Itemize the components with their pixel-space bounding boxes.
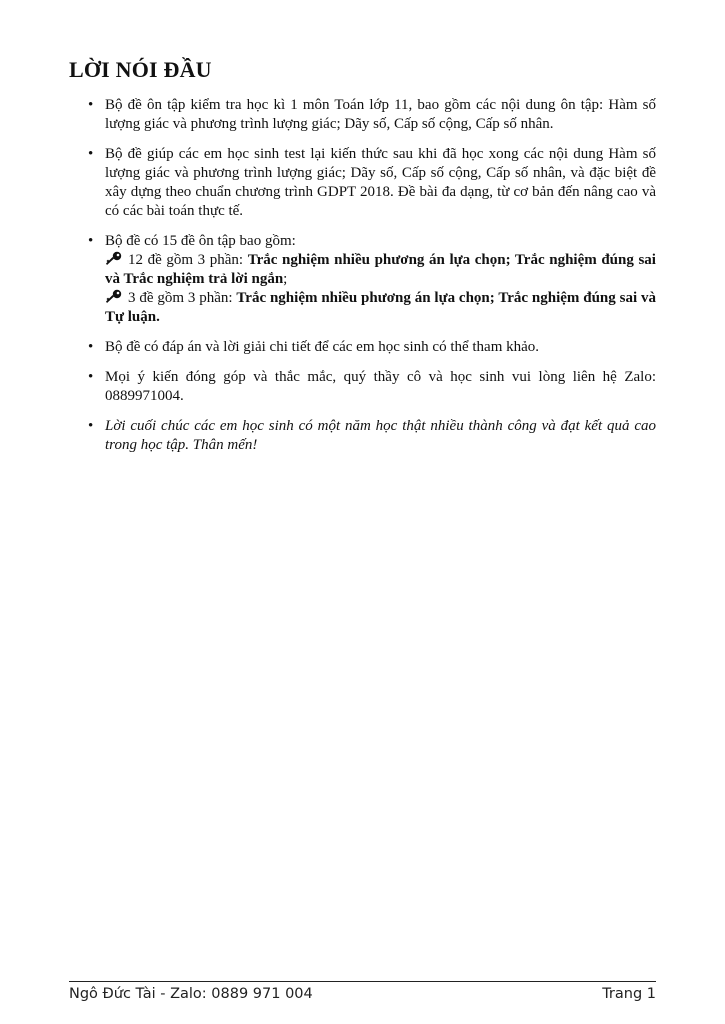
page-footer	[69, 986, 656, 1002]
list-item-text: Bộ đề có 15 đề ôn tập bao gồm:	[105, 233, 296, 249]
intro-bullet-list	[88, 96, 656, 466]
key-icon	[105, 251, 122, 266]
list-item	[88, 145, 656, 221]
sub-item-multiple-choice-short-answer	[105, 251, 656, 289]
bullet-marker: •	[88, 339, 94, 355]
bullet-marker: •	[88, 97, 94, 113]
list-item	[88, 96, 656, 134]
sub-item-multiple-choice-essay	[105, 289, 656, 327]
sub-item-prefix: 3 đề gồm 3 phần:	[128, 290, 237, 306]
list-item-text: Mọi ý kiến đóng góp và thắc mắc, quý thầy cô và học sinh vui lòng liên hệ Zalo: 0889971004.	[105, 369, 656, 404]
page-number: Trang 1	[602, 986, 656, 1002]
list-item	[88, 232, 656, 327]
list-item	[88, 368, 656, 406]
list-item-text: Bộ đề ôn tập kiểm tra học kì 1 môn Toán lớp 11, bao gồm các nội dung ôn tập: Hàm số lượng giác và phương trình lượng giác; Dãy số, Cấp số cộng, Cấp số nhân.	[105, 97, 656, 132]
bullet-marker: •	[88, 146, 94, 162]
list-item-text: Bộ đề có đáp án và lời giải chi tiết để các em học sinh có thể tham khảo.	[105, 339, 540, 355]
list-item-text: Bộ đề giúp các em học sinh test lại kiến thức sau khi đã học xong các nội dung Hàm số lượng giác và phương trình lượng giác; Dãy số, Cấp số cộng, Cấp số nhân, và đặc biệt đề xây dựng theo chuẩn chương trình GDPT 2018. Đề bài đa dạng, từ cơ bản đến nâng cao và có các bài toán thực tế.	[105, 146, 656, 219]
bullet-marker: •	[88, 369, 94, 385]
list-item	[88, 338, 656, 357]
bullet-marker: •	[88, 418, 94, 434]
footer-divider	[69, 981, 656, 982]
key-icon	[105, 289, 122, 304]
list-item	[88, 417, 656, 455]
page-heading: LỜI NÓI ĐẦU	[69, 57, 212, 82]
sub-item-suffix: ;	[283, 271, 288, 287]
footer-author-contact: Ngô Đức Tài - Zalo: 0889 971 004	[69, 986, 313, 1002]
sub-item-prefix: 12 đề gồm 3 phần:	[128, 252, 248, 268]
bullet-marker: •	[88, 233, 94, 249]
sub-item-bold-text: Trắc nghiệm nhiều phương án lựa chọn; Trắc nghiệm đúng sai và Tự luận.	[105, 290, 656, 325]
closing-message: Lời cuối chúc các em học sinh có một năm học thật nhiều thành công và đạt kết quả cao trong học tập. Thân mến!	[105, 418, 656, 453]
sub-item-bold-text: Trắc nghiệm nhiều phương án lựa chọn; Trắc nghiệm đúng sai và Trắc nghiệm trả lời ngắn	[105, 252, 656, 287]
